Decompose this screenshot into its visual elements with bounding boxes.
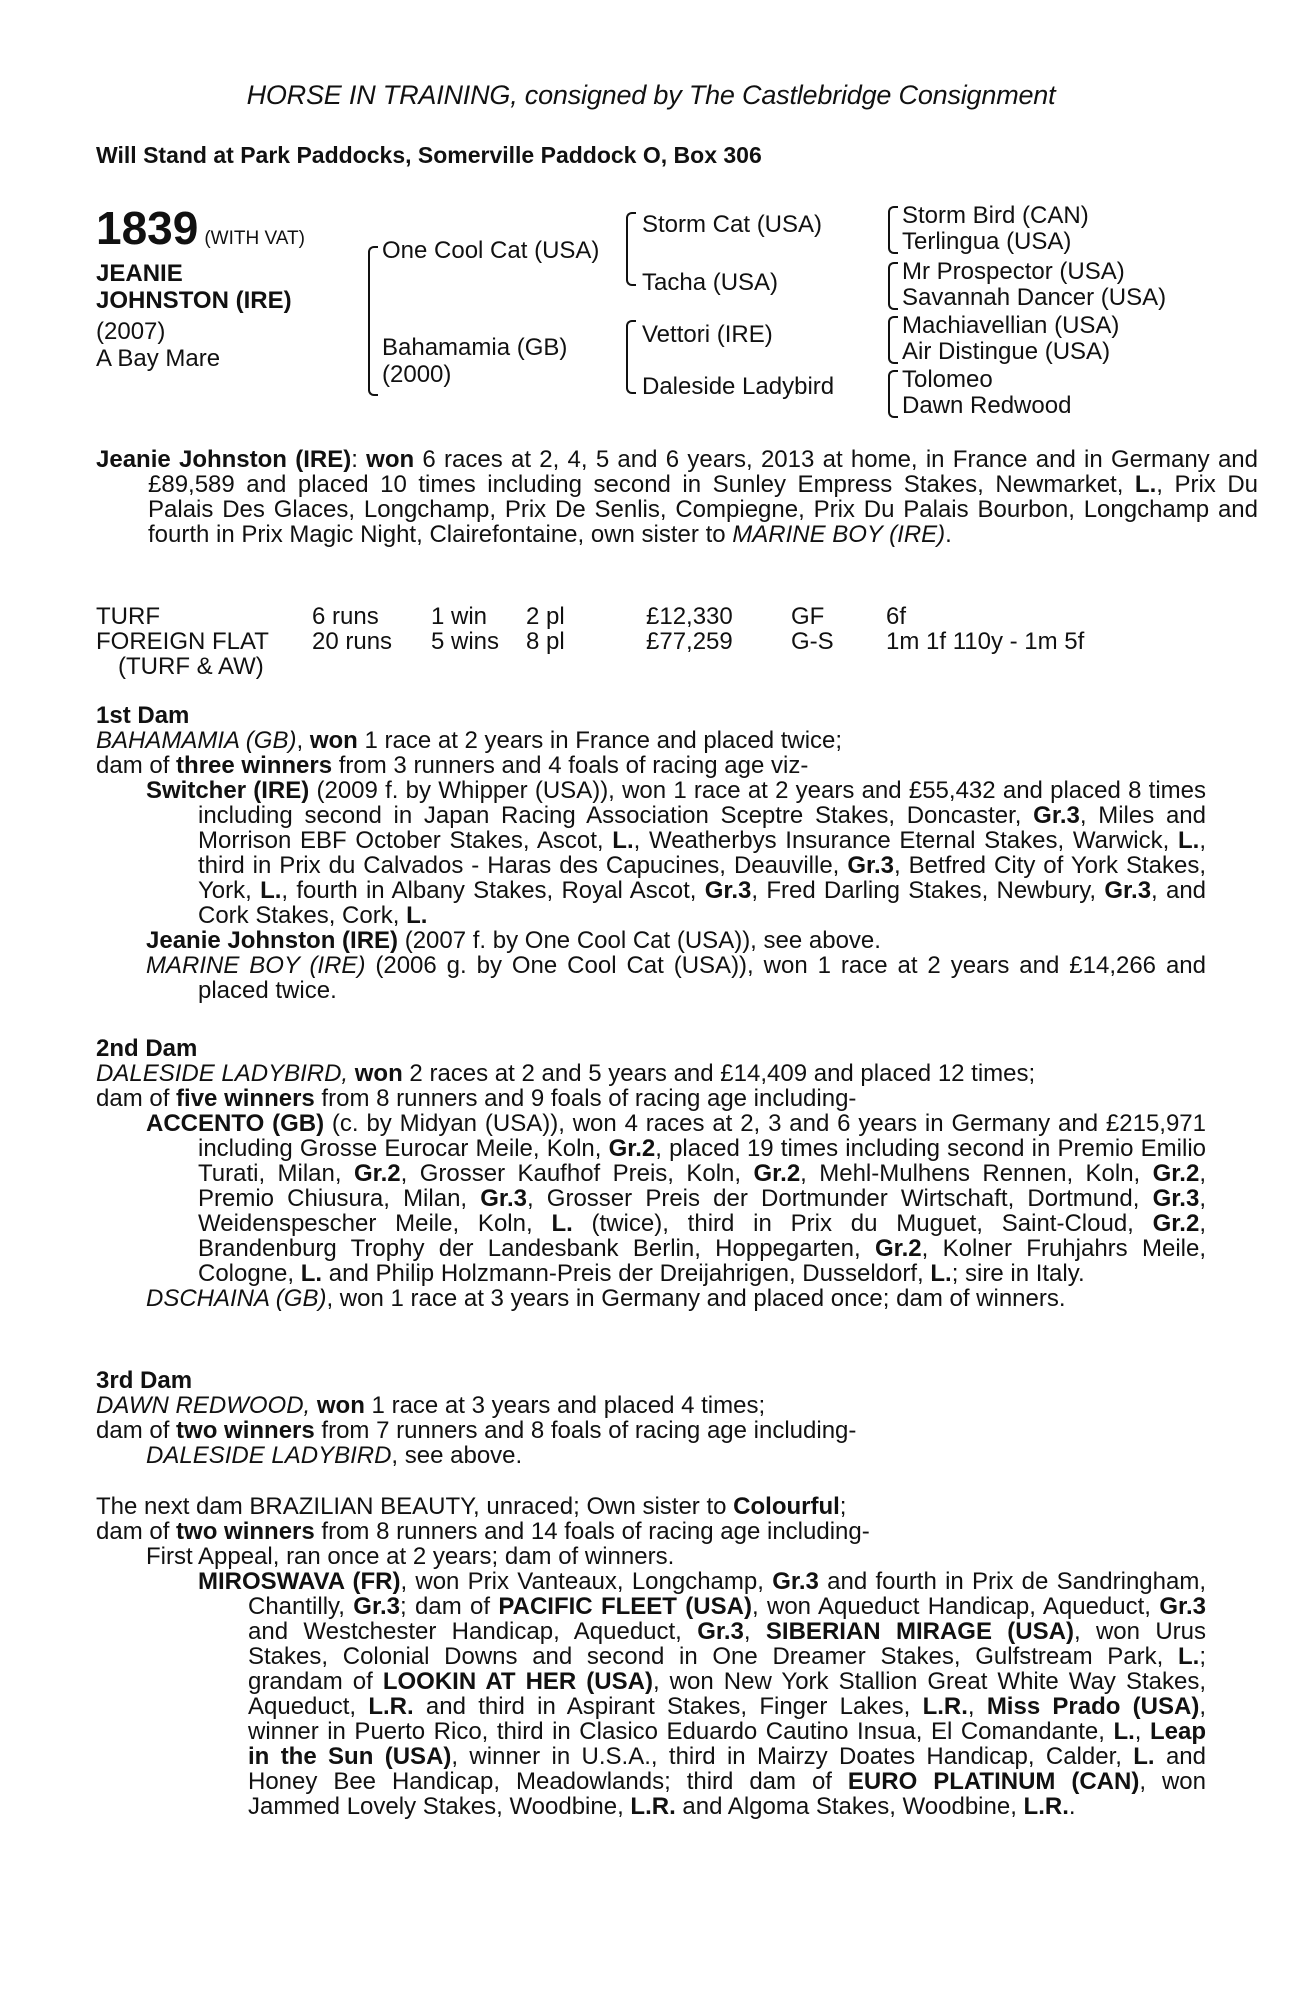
produce-name: SIBERIAN MIRAGE (USA) (765, 1618, 1074, 1645)
pedigree-bracket-dam (626, 320, 636, 394)
produce-text: (c. by Midyan (USA)), won 4 races at 2, 3 and 6 years in Germany and £215,971 including Grosse Eurocar Meile, Koln, (198, 1110, 1206, 1162)
grade: Gr.2 (753, 1160, 801, 1187)
pedigree-bracket-dd (888, 370, 898, 418)
produce-daleside (96, 1443, 1206, 1468)
produce-text: , won Jammed Lovely Stakes, Woodbine, (248, 1768, 1206, 1820)
produce-text: . (1068, 1793, 1076, 1820)
produce-text: , won Aqueduct Handicap, Aqueduct, (751, 1593, 1160, 1620)
second-dam-won: won (354, 1060, 403, 1087)
lot-number-block (96, 202, 305, 254)
produce-text: , (967, 1693, 987, 1720)
listed: L. (260, 877, 282, 904)
race-summary: Jeanie Johnston (IRE): won 6 races at 2, 4, 5 and 6 years, 2013 at home, in France and in Germany and £89,589 and placed 10 times including second in Sunley Empress Stakes, Newmarket, L., Prix Du Palais Des Glaces, Longchamp, Prix De Senlis, Compiegne, Prix Du Palais Bourbon, Longchamp and fourth in Prix Magic Night, Clairefontaine, own sister to MARINE BOY (IRE). (96, 446, 1258, 548)
ped-dds: Tolomeo (902, 366, 993, 393)
pedigree-bracket-ss (888, 206, 898, 254)
produce-text: , Grosser Preis der Dortmunder Wirtschaft, Dortmund, (526, 1185, 1153, 1212)
produce-text: , fourth in Albany Stakes, Royal Ascot, (281, 877, 705, 904)
ped-sdd: Savannah Dancer (USA) (902, 284, 1167, 311)
produce-switcher (96, 778, 1206, 928)
first-dam-runners: from 3 runners and 4 foals of racing age viz- (332, 752, 809, 779)
ped-sire: One Cool Cat (USA) (382, 237, 600, 264)
produce-text: ; sire in Italy. (951, 1260, 1085, 1287)
stat-wins: 5 wins (431, 628, 500, 655)
second-dam-name: DALESIDE LADYBIRD, (96, 1060, 349, 1087)
produce-name: Miss Prado (USA) (986, 1693, 1200, 1720)
second-dam-line: 2 races at 2 and 5 years and £14,409 and placed 12 times; (402, 1060, 1036, 1087)
grade: Gr.2 (1152, 1160, 1200, 1187)
produce-text: and Algoma Stakes, Woodbine, (675, 1793, 1024, 1820)
ped-dam: Bahamamia (GB) (382, 334, 568, 361)
produce-name: LOOKIN AT HER (USA) (382, 1668, 653, 1695)
produce-text: (twice), third in Prix du Muguet, Saint-Cloud, (572, 1210, 1153, 1237)
third-dam-title: 3rd Dam (96, 1367, 193, 1394)
produce-name: Switcher (IRE) (146, 777, 310, 804)
produce-text: , Mehl-Mulhens Rennen, Koln, (800, 1160, 1153, 1187)
produce-text: , Weatherbys Insurance Eternal Stakes, Warwick, (633, 827, 1178, 854)
next-dam-sister: Colourful (733, 1493, 840, 1520)
produce-text: , won New York Stallion Great White Way Stakes, Aqueduct, (248, 1668, 1207, 1720)
horse-name (96, 260, 292, 314)
produce-name: PACIFIC FLEET (USA) (498, 1593, 752, 1620)
horse-year: (2007) (96, 318, 166, 345)
produce-text: and third in Aspirant Stakes, Finger Lakes, (413, 1693, 923, 1720)
grade: Gr.3 (1104, 877, 1152, 904)
pedigree-bracket-sire (626, 212, 636, 286)
stat-placed: 2 pl (526, 603, 565, 630)
produce-name: MARINE BOY (IRE) (146, 952, 366, 979)
produce-text: , see above. (391, 1442, 523, 1469)
grade: Gr.3 (704, 877, 752, 904)
produce-text: (2007 f. by One Cool Cat (USA)), see above. (398, 927, 881, 954)
listed-restricted: L.R. (922, 1693, 968, 1720)
produce-text: ; grandam of (248, 1643, 1206, 1695)
ped-dam-dam: Daleside Ladybird (642, 373, 835, 400)
listed-restricted: L.R. (368, 1693, 414, 1720)
produce-marine-boy (96, 953, 1206, 1003)
first-dam-name: BAHAMAMIA (GB) (96, 727, 297, 754)
ped-ssd: Terlingua (USA) (902, 228, 1072, 255)
produce-text: , won 1 race at 3 years in Germany and placed once; dam of winners. (326, 1285, 1066, 1312)
first-dam-winners: three winners (176, 752, 333, 779)
grade: Gr.3 (480, 1185, 527, 1212)
second-dam-title: 2nd Dam (96, 1035, 198, 1062)
produce-text: , won Prix Vanteaux, Longchamp, (400, 1568, 773, 1595)
listed: L. (406, 902, 428, 929)
produce-text: and Westchester Handicap, Aqueduct, (248, 1618, 698, 1645)
summary-text-1: 6 races at 2, 4, 5 and 6 years, 2013 at home, in France and in Germany and £89,589 and placed 10 times including second in Sunley Empress Stakes, Newmarket, (148, 446, 1258, 498)
produce-name: MIROSWAVA (FR) (198, 1568, 401, 1595)
ped-sire-dam: Tacha (USA) (642, 269, 779, 296)
vat-note: (WITH VAT) (204, 228, 305, 249)
table-row (96, 604, 1084, 629)
stat-money: £12,330 (646, 603, 733, 630)
third-dam-name: DAWN REDWOOD, (96, 1392, 311, 1419)
listed: L. (1177, 827, 1200, 854)
produce-text: , Brandenburg Trophy der Landesbank Berlin, Hoppegarten, (198, 1210, 1206, 1262)
listed: L. (551, 1210, 573, 1237)
produce-text: , placed 19 times including second in Premio Emilio Turati, Milan, (198, 1135, 1207, 1187)
listed: L. (930, 1260, 952, 1287)
grade: Gr.3 (697, 1618, 744, 1645)
ped-dam-sire: Vettori (IRE) (642, 321, 773, 348)
produce-text: , winner in Puerto Rico, third in Clasico Eduardo Cautino Insua, El Comandante, (248, 1693, 1207, 1745)
grade: Gr.2 (1152, 1210, 1200, 1237)
produce-miroswava: MIROSWAVA (FR), won Prix Vanteaux, Longchamp, Gr.3 and fourth in Prix de Sandringham, Chantilly, Gr.3; dam of PACIFIC FLEET (USA), won Aqueduct Handicap, Aqueduct, Gr.3 and Westchester Handicap, Aqueduct, Gr.3, SIBERIAN MIRAGE (USA), won Urus Stakes, Colonial Downs and second in One Dreamer Stakes, Gulfstream Park, L.; grandam of LOOKIN AT HER (USA), won New York Stallion Great White Way Stakes, Aqueduct, L.R. and third in Aspirant Stakes, Finger Lakes, L.R., Miss Prado (USA), winner in Puerto Rico, third in Clasico Eduardo Cautino Insua, El Comandante, L., Leap in the Sun (USA), winner in U.S.A., third in Mairzy Doates Handicap, Calder, L. and Honey Bee Handicap, Meadowlands; third dam of EURO PLATINUM (CAN), won Jammed Lovely Stakes, Woodbine, L.R. and Algoma Stakes, Woodbine, L.R.. (198, 1568, 1207, 1820)
next-dam-winners: two winners (176, 1518, 315, 1545)
stat-label: TURF (96, 603, 160, 630)
horse-description: A Bay Mare (96, 345, 221, 372)
grade: Gr.2 (608, 1135, 656, 1162)
produce-name: Leap in the Sun (USA) (248, 1718, 1206, 1770)
stat-placed: 8 pl (526, 628, 565, 655)
listed: L. (1178, 1643, 1200, 1670)
third-dam-winners: two winners (176, 1417, 315, 1444)
produce-text: , Grosser Kaufhof Preis, Koln, (400, 1160, 754, 1187)
grade: Gr.2 (874, 1235, 922, 1262)
produce-text: , and Cork Stakes, Cork, (198, 877, 1207, 929)
produce-text: and Honey Bee Handicap, Meadowlands; third dam of (248, 1743, 1206, 1795)
produce-text: , Weidenspescher Meile, Koln, (198, 1185, 1206, 1237)
produce-text: (2009 f. by Whipper (USA)), won 1 race at 2 years and £55,432 and placed 8 times including second in Japan Racing Association Sceptre Stakes, Doncaster, (198, 777, 1206, 829)
produce-name: ACCENTO (GB) (146, 1110, 325, 1137)
grade: Gr.3 (353, 1593, 400, 1620)
produce-text: (2006 g. by One Cool Cat (USA)), won 1 race at 2 years and £14,266 and placed twice. (198, 952, 1206, 1004)
first-dam-line: 1 race at 2 years in France and placed twice; (357, 727, 843, 754)
second-dam-section (96, 1036, 1206, 1311)
ped-ddd: Dawn Redwood (902, 392, 1072, 419)
stat-wins: 1 win (431, 603, 488, 630)
horse-details (96, 318, 220, 372)
third-dam-won: won (316, 1392, 365, 1419)
produce-name: Jeanie Johnston (IRE) (146, 927, 399, 954)
produce-text: ; dam of (399, 1593, 499, 1620)
grade: Gr.3 (847, 852, 895, 879)
stat-money: £77,259 (646, 628, 733, 655)
produce-dschaina (96, 1286, 1206, 1311)
produce-text: , Miles and Morrison EBF October Stakes, Ascot, (198, 802, 1206, 854)
ped-dsd: Air Distingue (USA) (902, 338, 1111, 365)
next-dam-end: ; (839, 1493, 847, 1520)
ped-dss: Machiavellian (USA) (902, 312, 1120, 339)
produce-name: DSCHAINA (GB) (146, 1285, 327, 1312)
pedigree-bracket-sd (888, 262, 898, 310)
listed: L. (1133, 1743, 1155, 1770)
grade: Gr.3 (1159, 1593, 1207, 1620)
page-header: HORSE IN TRAINING, consigned by The Castlebridge Consignment (246, 80, 1056, 110)
summary-sister: MARINE BOY (IRE) (732, 521, 946, 548)
third-dam-of: dam of (96, 1417, 177, 1444)
first-dam-title: 1st Dam (96, 702, 190, 729)
ped-sire-sire: Storm Cat (USA) (642, 211, 823, 238)
table-row (96, 654, 1084, 679)
third-dam-runners: from 7 runners and 8 foals of racing age including- (314, 1417, 857, 1444)
summary-text-2: , Prix Du Palais Des Glaces, Longchamp, Prix De Senlis, Compiegne, Prix Du Palais Bourbon, Longchamp and fourth in Prix Magic Night, Clairefontaine, own sister to (148, 471, 1258, 548)
listed: L. (1113, 1718, 1135, 1745)
produce-text: , Betfred City of York Stakes, York, (198, 852, 1207, 904)
produce-name: EURO PLATINUM (CAN) (847, 1768, 1140, 1795)
first-dam-won: won (309, 727, 358, 754)
race-record-table (96, 604, 1084, 679)
produce-text: and Philip Holzmann-Preis der Dreijahrigen, Dusseldorf, (322, 1260, 931, 1287)
next-dam-of: dam of (96, 1518, 177, 1545)
second-dam-runners: from 8 runners and 9 foals of racing age including- (314, 1085, 857, 1112)
stat-label: FOREIGN FLAT (96, 628, 269, 655)
produce-accento (96, 1111, 1206, 1286)
listed-restricted: L.R. (1023, 1793, 1069, 1820)
stat-going: G-S (791, 628, 834, 655)
first-dam-section: 1st Dam BAHAMAMIA (GB), won 1 race at 2 years in France and placed twice; dam of three winners from 3 runners and 4 foals of racing age viz- Switcher (IRE) (2009 f. by Whipper (USA)), won 1 race at 2 years and £55,432 and placed 8 times including second in Japan Racing Association Sceptre Stakes, Doncaster, Gr.3, Miles and Morrison EBF October Stakes, Ascot, L., Weatherbys Insurance Eternal Stakes, Warwick, L., third in Prix du Calvados - Haras des Capucines, Deauville, Gr.3, Betfred City of York Stakes, York, L., fourth in Albany Stakes, Royal Ascot, Gr.3, Fred Darling Stakes, Newbury, Gr.3, and Cork Stakes, Cork, L. Jeanie Johnston (IRE) (2007 f. by One Cool Cat (USA)), see above. MARINE BOY (IRE) (2006 g. by One Cool Cat (USA)), won 1 race at 2 years and £14,266 and placed twice. (96, 702, 1207, 1004)
summary-listed: L. (1134, 471, 1157, 498)
produce-text: , third in Prix du Calvados - Haras des Capucines, Deauville, (198, 827, 1206, 879)
second-dam-of: dam of (96, 1085, 177, 1112)
stat-distance: 1m 1f 110y - 1m 5f (886, 628, 1085, 655)
stand-location: Will Stand at Park Paddocks, Somerville Paddock O, Box 306 (96, 142, 762, 168)
stat-going: GF (791, 603, 825, 630)
summary-horse-name: Jeanie Johnston (IRE) (96, 446, 352, 473)
second-dam-winners: five winners (176, 1085, 315, 1112)
grade: Gr.3 (772, 1568, 819, 1595)
lot-number: 1839 (96, 202, 199, 254)
produce-text: , Fred Darling Stakes, Newbury, (751, 877, 1105, 904)
stat-runs: 20 runs (312, 628, 393, 655)
ped-sds: Mr Prospector (USA) (902, 258, 1125, 285)
grade: Gr.3 (1033, 802, 1080, 829)
horse-name-line1: JEANIE (96, 260, 183, 287)
third-dam-line: 1 race at 3 years and placed 4 times; (364, 1392, 766, 1419)
table-row (96, 629, 1084, 654)
grade: Gr.3 (1152, 1185, 1200, 1212)
produce-name: DALESIDE LADYBIRD (146, 1442, 392, 1469)
third-dam-section (96, 1368, 1206, 1468)
produce-text: , winner in U.S.A., third in Mairzy Doates Handicap, Calder, (451, 1743, 1134, 1770)
produce-jeanie (96, 928, 1206, 953)
horse-name-line2: JOHNSTON (IRE) (96, 287, 292, 314)
produce-text: and fourth in Prix de Sandringham, Chantilly, (248, 1568, 1207, 1620)
summary-end: . (945, 521, 952, 548)
produce-text: , Premio Chiusura, Milan, (198, 1160, 1206, 1212)
listed: L. (300, 1260, 323, 1287)
pedigree-bracket-ds (888, 316, 898, 364)
grade: Gr.2 (353, 1160, 401, 1187)
ped-sss: Storm Bird (CAN) (902, 202, 1089, 229)
produce-text: , Kolner Fruhjahrs Meile, Cologne, (198, 1235, 1206, 1287)
summary-won: won (366, 446, 415, 473)
produce-first-appeal: First Appeal, ran once at 2 years; dam of winners. (146, 1543, 675, 1570)
produce-text: , (1134, 1718, 1150, 1745)
produce-text: , won Urus Stakes, Colonial Downs and second in One Dreamer Stakes, Gulfstream Park, (248, 1618, 1207, 1670)
next-dam-section (96, 1494, 1206, 1819)
pedigree-bracket-main (368, 246, 378, 396)
listed-restricted: L.R. (630, 1793, 676, 1820)
stat-runs: 6 runs (312, 603, 379, 630)
first-dam-of: dam of (96, 752, 177, 779)
ped-dam-year: (2000) (382, 361, 452, 388)
stat-note: (TURF & AW) (118, 653, 264, 680)
next-dam-runners: from 8 runners and 14 foals of racing age including- (314, 1518, 870, 1545)
next-dam-text: The next dam BRAZILIAN BEAUTY, unraced; Own sister to (96, 1493, 734, 1520)
stat-distance: 6f (886, 603, 907, 630)
listed: L. (612, 827, 634, 854)
